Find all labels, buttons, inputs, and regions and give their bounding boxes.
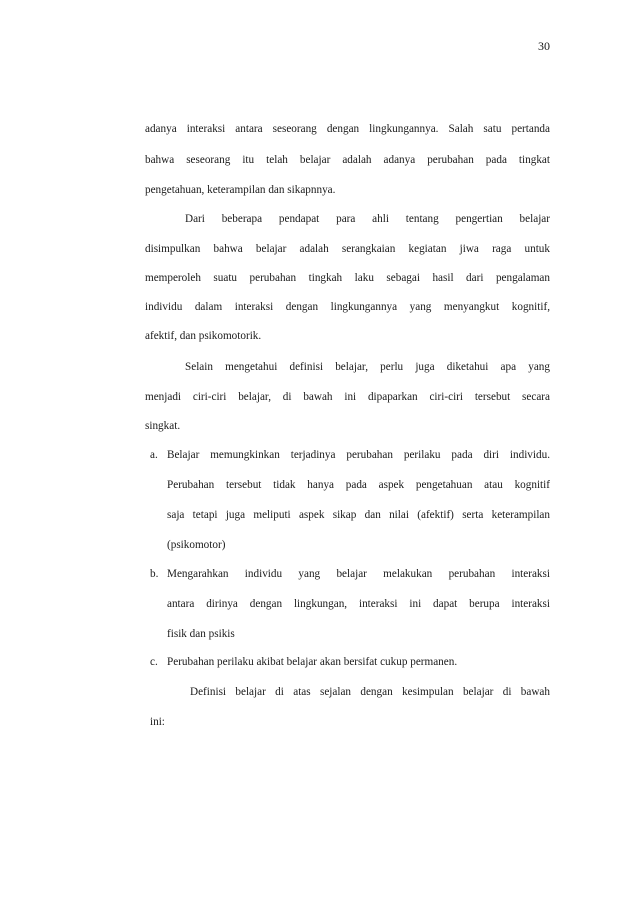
list-marker-a: a.: [150, 449, 158, 461]
list-item-a-line-4: (psikomotor): [167, 539, 226, 551]
paragraph-3-line-1: Selain mengetahui definisi belajar, perlu juga diketahui apa yang: [185, 361, 550, 373]
list-item-a-line-2: Perubahan tersebut tidak hanya pada aspek pengetahuan atau kognitif: [167, 479, 550, 491]
paragraph-2-line-2: disimpulkan bahwa belajar adalah serangkaian kegiatan jiwa raga untuk: [145, 243, 550, 255]
list-item-b-line-2: antara dirinya dengan lingkungan, interaksi ini dapat berupa interaksi: [167, 598, 550, 610]
paragraph-3-line-3: singkat.: [145, 420, 181, 432]
list-item-b-line-3: fisik dan psikis: [167, 628, 235, 640]
paragraph-1-line-1: adanya interaksi antara seseorang dengan lingkungannya. Salah satu pertanda: [145, 123, 550, 135]
paragraph-2-line-3: memperoleh suatu perubahan tingkah laku sebagai hasil dari pengalaman: [145, 272, 550, 284]
paragraph-2-line-4: individu dalam interaksi dengan lingkungannya yang menyangkut kognitif,: [145, 301, 550, 313]
page-number: 30: [538, 39, 550, 53]
paragraph-1-line-3: pengetahuan, keterampilan dan sikapnnya.: [145, 184, 336, 196]
paragraph-2-line-5: afektif, dan psikomotorik.: [145, 330, 262, 342]
paragraph-1-line-2: bahwa seseorang itu telah belajar adalah adanya perubahan pada tingkat: [145, 154, 550, 166]
closing-paragraph-line-2: ini:: [150, 716, 165, 728]
list-item-b-line-1: Mengarahkan individu yang belajar melakukan perubahan interaksi: [167, 568, 550, 580]
list-item-a-line-1: Belajar memungkinkan terjadinya perubahan perilaku pada diri individu.: [167, 449, 550, 461]
list-marker-b: b.: [150, 568, 159, 580]
list-item-a-line-3: saja tetapi juga meliputi aspek sikap dan nilai (afektif) serta keterampilan: [167, 509, 550, 521]
list-item-c-line-1: Perubahan perilaku akibat belajar akan bersifat cukup permanen.: [167, 656, 458, 668]
paragraph-3-line-2: menjadi ciri-ciri belajar, di bawah ini dipaparkan ciri-ciri tersebut secara: [145, 391, 550, 403]
list-marker-c: c.: [150, 656, 158, 668]
paragraph-2-line-1: Dari beberapa pendapat para ahli tentang pengertian belajar: [185, 213, 550, 225]
closing-paragraph-line-1: Definisi belajar di atas sejalan dengan kesimpulan belajar di bawah: [190, 686, 550, 698]
